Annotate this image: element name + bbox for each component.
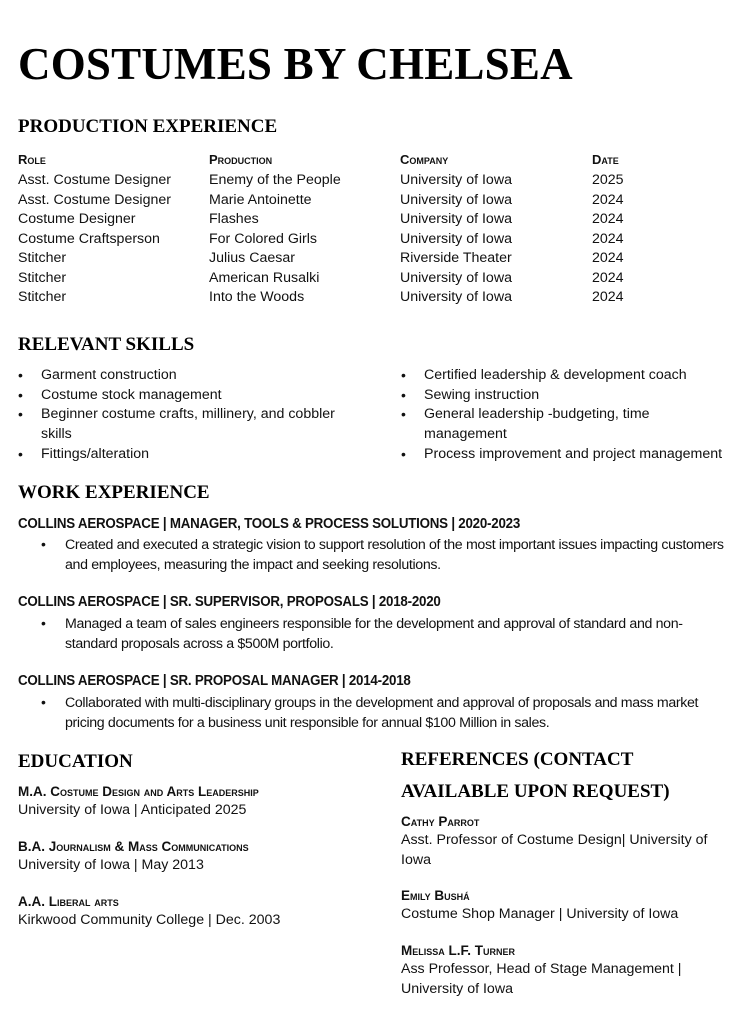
degree-title: B.A. Journalism & Mass Communications bbox=[18, 839, 249, 854]
table-row bbox=[18, 230, 624, 250]
bullet-icon: • bbox=[401, 367, 406, 383]
cell-date: 2024 bbox=[592, 230, 624, 247]
column-header-date: Date bbox=[592, 152, 619, 167]
reference-detail: Costume Shop Manager | University of Iowa bbox=[401, 906, 679, 922]
job-bullet bbox=[41, 615, 731, 654]
section-heading-work: WORK EXPERIENCE bbox=[18, 482, 210, 503]
cell-role: Stitcher bbox=[18, 269, 67, 286]
cell-date: 2024 bbox=[592, 269, 624, 286]
cell-date: 2025 bbox=[592, 172, 624, 188]
cell-company: University of Iowa bbox=[400, 269, 512, 286]
job-title: COLLINS AEROSPACE | SR. SUPERVISOR, PROPOSALS | 2018-2020 bbox=[18, 594, 441, 610]
column-header-role: Role bbox=[18, 152, 46, 167]
table-header-row bbox=[18, 151, 624, 171]
table-row bbox=[18, 269, 624, 289]
job-bullet bbox=[41, 694, 731, 733]
list-item: • Fittings/alteration bbox=[18, 445, 368, 465]
cell-production: Enemy of the People bbox=[209, 172, 341, 188]
cell-company: University of Iowa bbox=[400, 230, 512, 247]
bullet-icon: • bbox=[401, 445, 406, 462]
reference-entry bbox=[401, 942, 701, 999]
bullet-icon: • bbox=[41, 536, 46, 552]
cell-role: Asst. Costume Designer bbox=[18, 172, 171, 188]
table-row bbox=[18, 191, 624, 211]
cell-company: University of Iowa bbox=[400, 211, 512, 227]
skills-list-right bbox=[401, 366, 741, 465]
production-table bbox=[18, 151, 624, 308]
education-entry bbox=[18, 838, 378, 876]
cell-date: 2024 bbox=[592, 191, 624, 208]
cell-role: Asst. Costume Designer bbox=[18, 191, 171, 208]
cell-role: Costume Designer bbox=[18, 211, 136, 227]
reference-detail: Ass Professor, Head of Stage Management | University of Iowa bbox=[401, 961, 682, 997]
cell-company: University of Iowa bbox=[400, 191, 512, 208]
education-entry bbox=[18, 893, 378, 931]
job-description: Created and executed a strategic vision to support resolution of the most important issues impacting customers and employees, measuring the impact and seeking resolutions. bbox=[65, 537, 724, 573]
cell-date: 2024 bbox=[592, 250, 624, 266]
column-header-company: Company bbox=[400, 152, 449, 167]
job-title: COLLINS AEROSPACE | MANAGER, TOOLS & PROCESS SOLUTIONS | 2020-2023 bbox=[18, 516, 521, 532]
skills-list-left bbox=[18, 366, 368, 465]
bullet-icon: • bbox=[41, 615, 46, 631]
bullet-icon: • bbox=[401, 386, 406, 403]
cell-role: Costume Craftsperson bbox=[18, 230, 160, 247]
reference-detail: Asst. Professor of Costume Design| University of Iowa bbox=[401, 832, 708, 868]
job-description: Collaborated with multi-disciplinary groups in the development and approval of proposals and mass market pricing documents for a business unit responsible for annual $100 Million in sales. bbox=[65, 695, 699, 731]
list-item: • Process improvement and project management bbox=[401, 445, 741, 465]
degree-title: A.A. Liberal arts bbox=[18, 894, 119, 909]
reference-name: Melissa L.F. Turner bbox=[401, 943, 515, 958]
bullet-icon: • bbox=[41, 694, 46, 710]
table-row bbox=[18, 171, 624, 191]
list-item: • Certified leadership & development coach bbox=[401, 366, 741, 386]
cell-date: 2024 bbox=[592, 211, 624, 227]
degree-detail: University of Iowa | Anticipated 2025 bbox=[18, 802, 247, 818]
section-heading-skills: RELEVANT SKILLS bbox=[18, 334, 195, 355]
cell-company: University of Iowa bbox=[400, 289, 512, 305]
cell-production: Flashes bbox=[209, 211, 259, 227]
cell-company: Riverside Theater bbox=[400, 250, 512, 266]
cell-role: Stitcher bbox=[18, 250, 67, 266]
page-title: COSTUMES BY CHELSEA bbox=[18, 39, 573, 89]
bullet-icon: • bbox=[18, 386, 23, 403]
cell-production: American Rusalki bbox=[209, 269, 320, 286]
cell-role: Stitcher bbox=[18, 289, 67, 305]
section-heading-production: PRODUCTION EXPERIENCE bbox=[18, 116, 278, 137]
degree-title: M.A. Costume Design and Arts Leadership bbox=[18, 784, 259, 799]
education-entry bbox=[18, 783, 378, 821]
section-heading-references-line2: AVAILABLE UPON REQUEST) bbox=[401, 781, 670, 802]
section-heading-references: REFERENCES (CONTACT bbox=[401, 749, 634, 770]
cell-production: Into the Woods bbox=[209, 289, 305, 305]
cell-production: Marie Antoinette bbox=[209, 191, 312, 208]
cell-production: Julius Caesar bbox=[209, 250, 295, 266]
list-item: • Beginner costume crafts, millinery, and cobbler skills bbox=[18, 406, 335, 443]
bullet-icon: • bbox=[18, 406, 23, 423]
list-item: • General leadership -budgeting, time management bbox=[401, 406, 650, 443]
degree-detail: Kirkwood Community College | Dec. 2003 bbox=[18, 912, 281, 928]
job-bullet bbox=[41, 536, 731, 575]
list-item: • Sewing instruction bbox=[401, 386, 741, 406]
section-heading-education: EDUCATION bbox=[18, 751, 133, 772]
reference-name: Cathy Parrot bbox=[401, 814, 480, 829]
list-item: • Costume stock management bbox=[18, 386, 368, 406]
cell-company: University of Iowa bbox=[400, 172, 512, 188]
bullet-icon: • bbox=[401, 406, 406, 423]
degree-detail: University of Iowa | May 2013 bbox=[18, 857, 204, 873]
job-title: COLLINS AEROSPACE | SR. PROPOSAL MANAGER | 2014-2018 bbox=[18, 673, 411, 689]
table-row bbox=[18, 249, 624, 269]
reference-entry bbox=[401, 813, 731, 870]
reference-name: Emily Bushá bbox=[401, 888, 470, 903]
reference-entry bbox=[401, 887, 731, 925]
bullet-icon: • bbox=[18, 367, 23, 383]
table-row bbox=[18, 288, 624, 308]
cell-production: For Colored Girls bbox=[209, 230, 318, 247]
column-header-production: Production bbox=[209, 152, 273, 167]
cell-date: 2024 bbox=[592, 289, 624, 305]
list-item: • Garment construction bbox=[18, 366, 368, 386]
table-row bbox=[18, 210, 624, 230]
bullet-icon: • bbox=[18, 445, 23, 462]
job-description: Managed a team of sales engineers responsible for the development and approval of standard and non-standard proposals across a $500M portfolio. bbox=[65, 616, 683, 652]
